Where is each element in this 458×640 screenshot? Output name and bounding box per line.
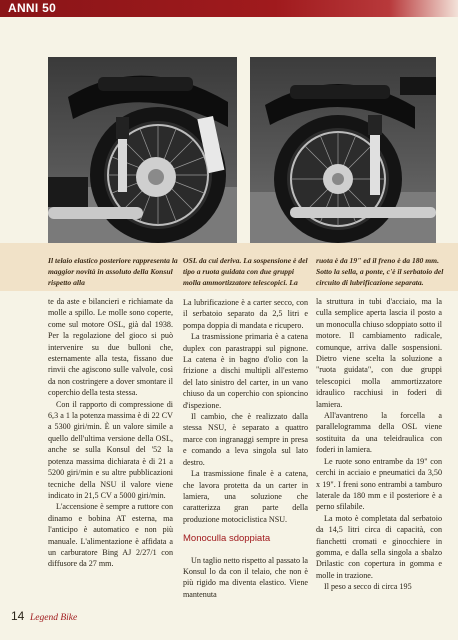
paragraph: All'avantreno la forcella a parallelogramma della OSL viene sostituita da una teleidraulica con foderi in lamiera. [316,411,442,455]
photo-caption: OSL da cui deriva. La sospensione è del tipo a ruota guidata con due gruppi molla ammortizzatore telescopici. La [183,256,308,287]
paragraph: Il cambio, che è realizzato dalla stessa NSU, è separato a quattro marce con ingranaggi sempre in presa e comando a leva singola sul lato destro. [183,412,308,467]
photo-rear-wheel [250,57,436,243]
paragraph: Le ruote sono entrambe da 19" con cerchi in acciaio e pneumatici da 3,50 x 19". I freni sono entrambi a tamburo laterale da 180 mm e il posteriore è a perno sfilabile. [316,456,442,512]
paragraph: Con il rapporto di compressione di 6,3 a 1 la potenza massima è di 22 CV a 5300 giri/min. È un valore simile a quello dell'ultima versione della OSL, anche se sulla Konsul del '52 la potenza massima dichiarata è di 21 a 5200 giri/min e su altre pubblicazioni tecniche della NSU il valore viene indicato in 21,5 CV a 5000 giri/min. [48,399,173,500]
text-column-1 [48,296,173,570]
text-column-3 [316,296,442,593]
paragraph: La trasmissione finale è a catena, che lavora protetta da un carter in lamiera, una soluzione che caratterizza gran parte della produzione motociclistica NSU. [183,469,308,524]
paragraph: La moto è completata dal serbatoio da 14,5 litri circa di capacità, con fianchetti cromati e ginocchiere in gomma, e dalla sella singola a sbalzo Drilastic con copertura in gomma e molle in trazione. [316,513,442,580]
paragraph: La trasmissione primaria è a catena duplex con parastrappi sul pignone. La catena è in bagno d'olio con la frizione a dischi multipli all'esterno del lato sinistro del carter, in un vano chiuso da un coperchio con spioncino d'ispezione. [183,332,308,410]
text-column-2 [183,297,308,600]
paragraph: L'accensione è sempre a ruttore con dinamo e bobina AT esterna, ma l'anticipo è automatico e non più manuale. L'alimentazione è affidata a un carburatore Bing AJ 2/27/1 con diffusore da 27 mm. [48,502,173,569]
paragraph: Un taglio netto rispetto al passato la Konsul lo da con il telaio, che non è più rigido ma diventa elastico. Viene mantenuta [183,555,308,599]
paragraph: Il peso a secco di circa 195 [324,582,412,592]
section-header [0,0,458,17]
paragraph: La lubrificazione è a carter secco, con il serbatoio separato da 2,5 litri e pompa doppia di mandata e ricupero. [183,298,308,330]
page-number: 14 [11,609,25,623]
section-subheading: Monoculla sdoppiata [183,533,271,545]
paragraph: la struttura in tubi d'acciaio, ma la culla semplice aperta lascia il posto a un monoculla chiuso sdoppiato sotto il motore. Il cambiamento radicale, comunque, arriva dalle sospensioni. Dietro viene scelta la soluzione a "ruota guidata", con due gruppi telescopici molla ammortizzatore idraulico racchiusi in foderi di lamiera. [316,297,442,409]
photo-caption: Il telaio elastico posteriore rappresenta la maggior novità in assoluto della Konsul rispetto alla [48,256,178,287]
section-title: ANNI 50 [8,1,57,15]
paragraph: te da aste e bilancieri e richiamate da molle a spillo. Le molle sono coperte, come sul motore OSL, già dal 1938. Per la regolazione del gioco si può intervenire su due bulloni che, esternamente alla testa, fissano due rinvii che agiscono sulle valvole, così da non costringere a dover smontare il coperchio della testa stessa. [48,297,173,398]
photo-rear-suspension [48,57,237,243]
magazine-logo: Legend Bike [30,613,78,623]
photo-caption: ruota è da 19" ed il freno è da 180 mm. Sotto la sella, a ponte, c'è il serbatoio del circuito di lubrificazione separata. [316,256,444,287]
